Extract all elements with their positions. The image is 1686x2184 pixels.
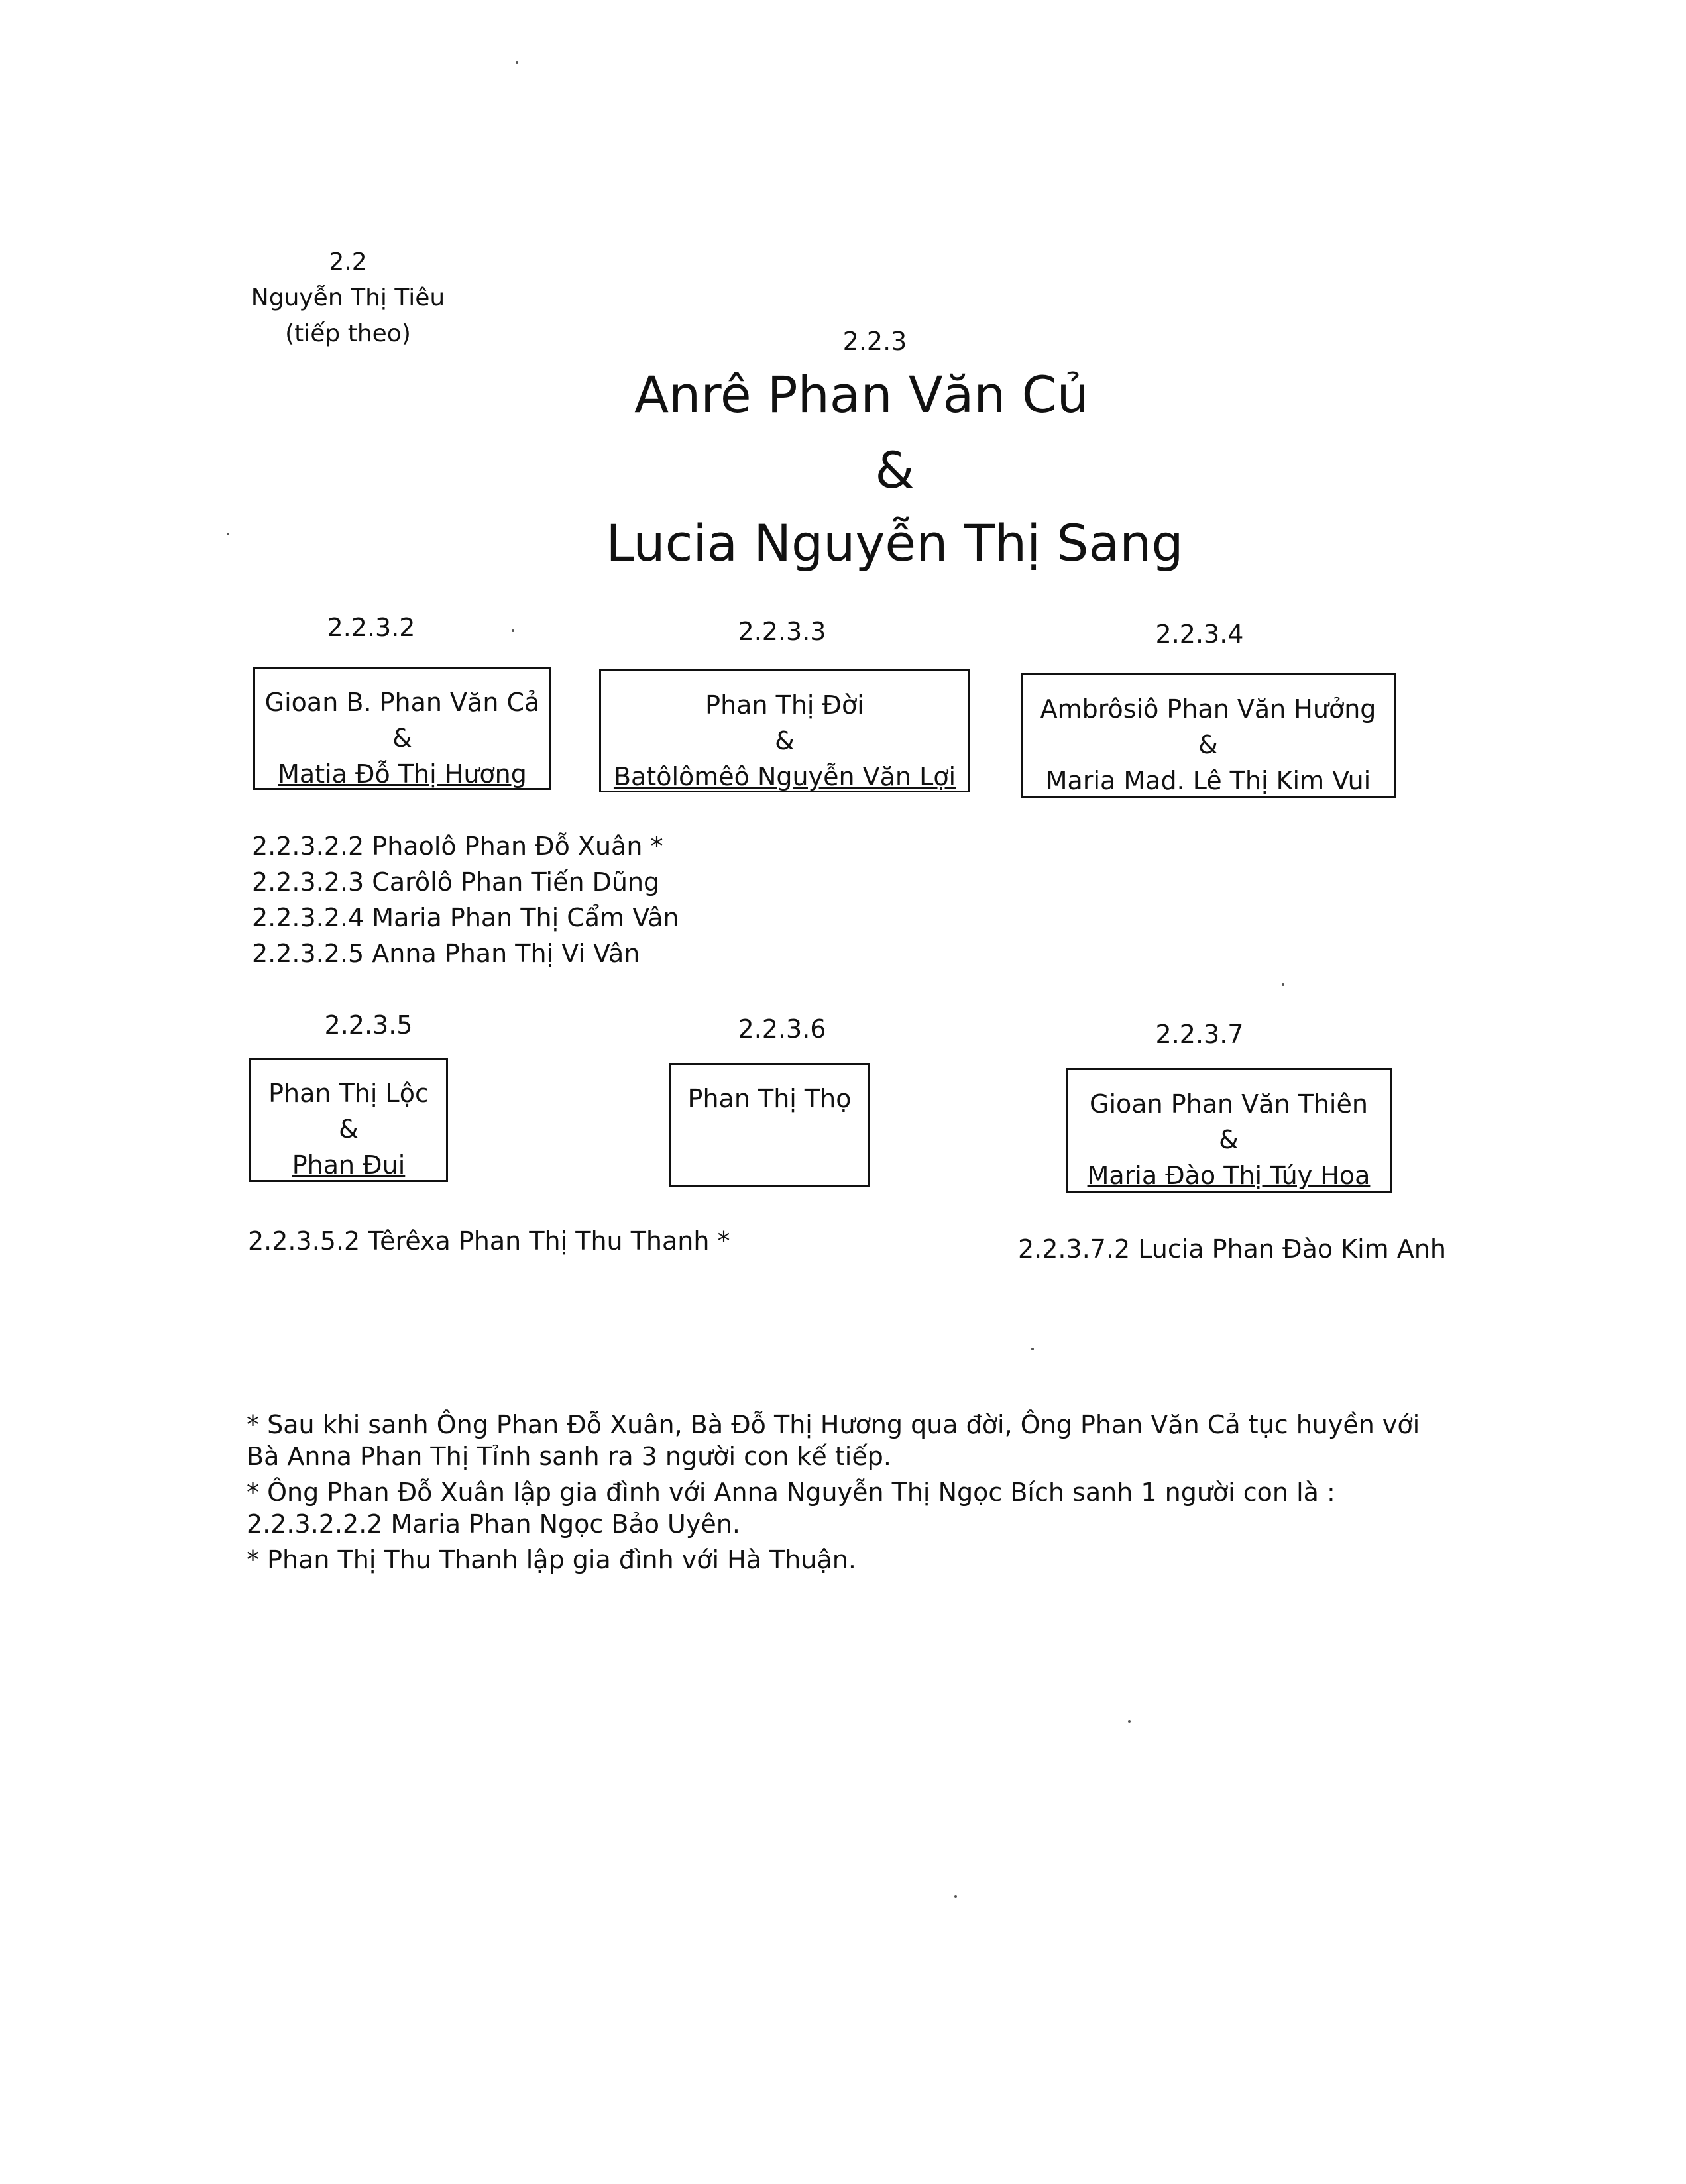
family-code-2234: 2.2.3.4: [1155, 620, 1244, 649]
parent-header: [239, 246, 457, 350]
scan-speck: [1282, 983, 1284, 986]
family-2236-line1: Phan Thị Thọ: [687, 1084, 852, 1113]
family-code-2233: 2.2.3.3: [738, 617, 826, 646]
list-item: 2.2.3.2.5 Anna Phan Thị Vi Vân: [252, 939, 640, 968]
family-2233-line1: Phan Thị Đời: [705, 690, 864, 720]
scan-speck: [227, 533, 229, 535]
family-2233-line3: Batôlômêô Nguyễn Văn Lợi: [613, 762, 956, 791]
family-box-2234: [1021, 673, 1396, 798]
parent-note: (tiếp theo): [285, 320, 411, 347]
family-box-2233: [599, 669, 970, 792]
list-item: 2.2.3.2.4 Maria Phan Thị Cẩm Vân: [252, 903, 679, 932]
family-2235-amp: &: [339, 1115, 359, 1144]
family-2237-line3: Maria Đào Thị Túy Hoa: [1087, 1161, 1371, 1190]
family-2234-line3: Maria Mad. Lê Thị Kim Vui: [1045, 766, 1371, 795]
children-list-2235: [248, 1223, 730, 1259]
family-box-2232: [253, 667, 551, 790]
scan-speck: [954, 1895, 957, 1898]
couple-husband: Anrê Phan Văn Củ: [634, 365, 1089, 424]
scan-speck: [516, 61, 518, 64]
parent-name: Nguyễn Thị Tiêu: [251, 284, 445, 311]
family-code-2235: 2.2.3.5: [324, 1010, 413, 1040]
family-2235-line3: Phan Đui: [292, 1150, 406, 1179]
list-item: 2.2.3.2.2 Phaolô Phan Đỗ Xuân *: [252, 832, 663, 861]
family-2232-amp: &: [392, 724, 412, 753]
footnote: * Phan Thị Thu Thanh lập gia đình với Hà Thuận.: [247, 1545, 856, 1574]
family-2232-line3: Matia Đỗ Thị Hương: [278, 759, 527, 789]
family-2234-line1: Ambrôsiô Phan Văn Hưởng: [1040, 694, 1377, 724]
scan-speck: [1031, 1348, 1034, 1350]
family-2237-line1: Gioan Phan Văn Thiên: [1090, 1089, 1368, 1119]
family-code-2237: 2.2.3.7: [1155, 1020, 1244, 1049]
footnotes: [247, 1409, 1453, 1576]
list-item: 2.2.3.7.2 Lucia Phan Đào Kim Anh: [1018, 1234, 1446, 1264]
couple-code: 2.2.3: [842, 327, 907, 356]
family-box-2236: [669, 1063, 870, 1187]
family-2237-amp: &: [1219, 1125, 1239, 1154]
family-2235-line1: Phan Thị Lộc: [268, 1079, 429, 1108]
footnote: * Sau khi sanh Ông Phan Đỗ Xuân, Bà Đỗ Thị Hương qua đời, Ông Phan Văn Cả tục huyền với Bà Anna Phan Thị Tỉnh sanh ra 3 người con kế tiếp.: [247, 1410, 1420, 1471]
parent-code: 2.2: [329, 248, 367, 276]
scan-speck: [1128, 1720, 1131, 1723]
children-list-2232: [252, 828, 679, 971]
list-item: 2.2.3.5.2 Têrêxa Phan Thị Thu Thanh *: [248, 1227, 730, 1256]
children-list-2237: [1018, 1231, 1446, 1267]
family-2234-amp: &: [1198, 730, 1218, 759]
family-2232-line1: Gioan B. Phan Văn Cả: [264, 688, 540, 717]
footnote: * Ông Phan Đỗ Xuân lập gia đình với Anna Nguyễn Thị Ngọc Bích sanh 1 người con là : 2.2.3.2.2.2 Maria Phan Ngọc Bảo Uyên.: [247, 1478, 1335, 1539]
family-box-2235: [249, 1058, 448, 1182]
list-item: 2.2.3.2.3 Carôlô Phan Tiến Dũng: [252, 867, 660, 897]
couple-ampersand: &: [875, 441, 915, 500]
scan-speck: [512, 629, 514, 632]
family-box-2237: [1066, 1068, 1392, 1193]
couple-wife: Lucia Nguyễn Thị Sang: [606, 514, 1184, 573]
family-code-2232: 2.2.3.2: [327, 613, 416, 642]
family-2233-amp: &: [775, 726, 795, 755]
family-code-2236: 2.2.3.6: [738, 1014, 826, 1044]
